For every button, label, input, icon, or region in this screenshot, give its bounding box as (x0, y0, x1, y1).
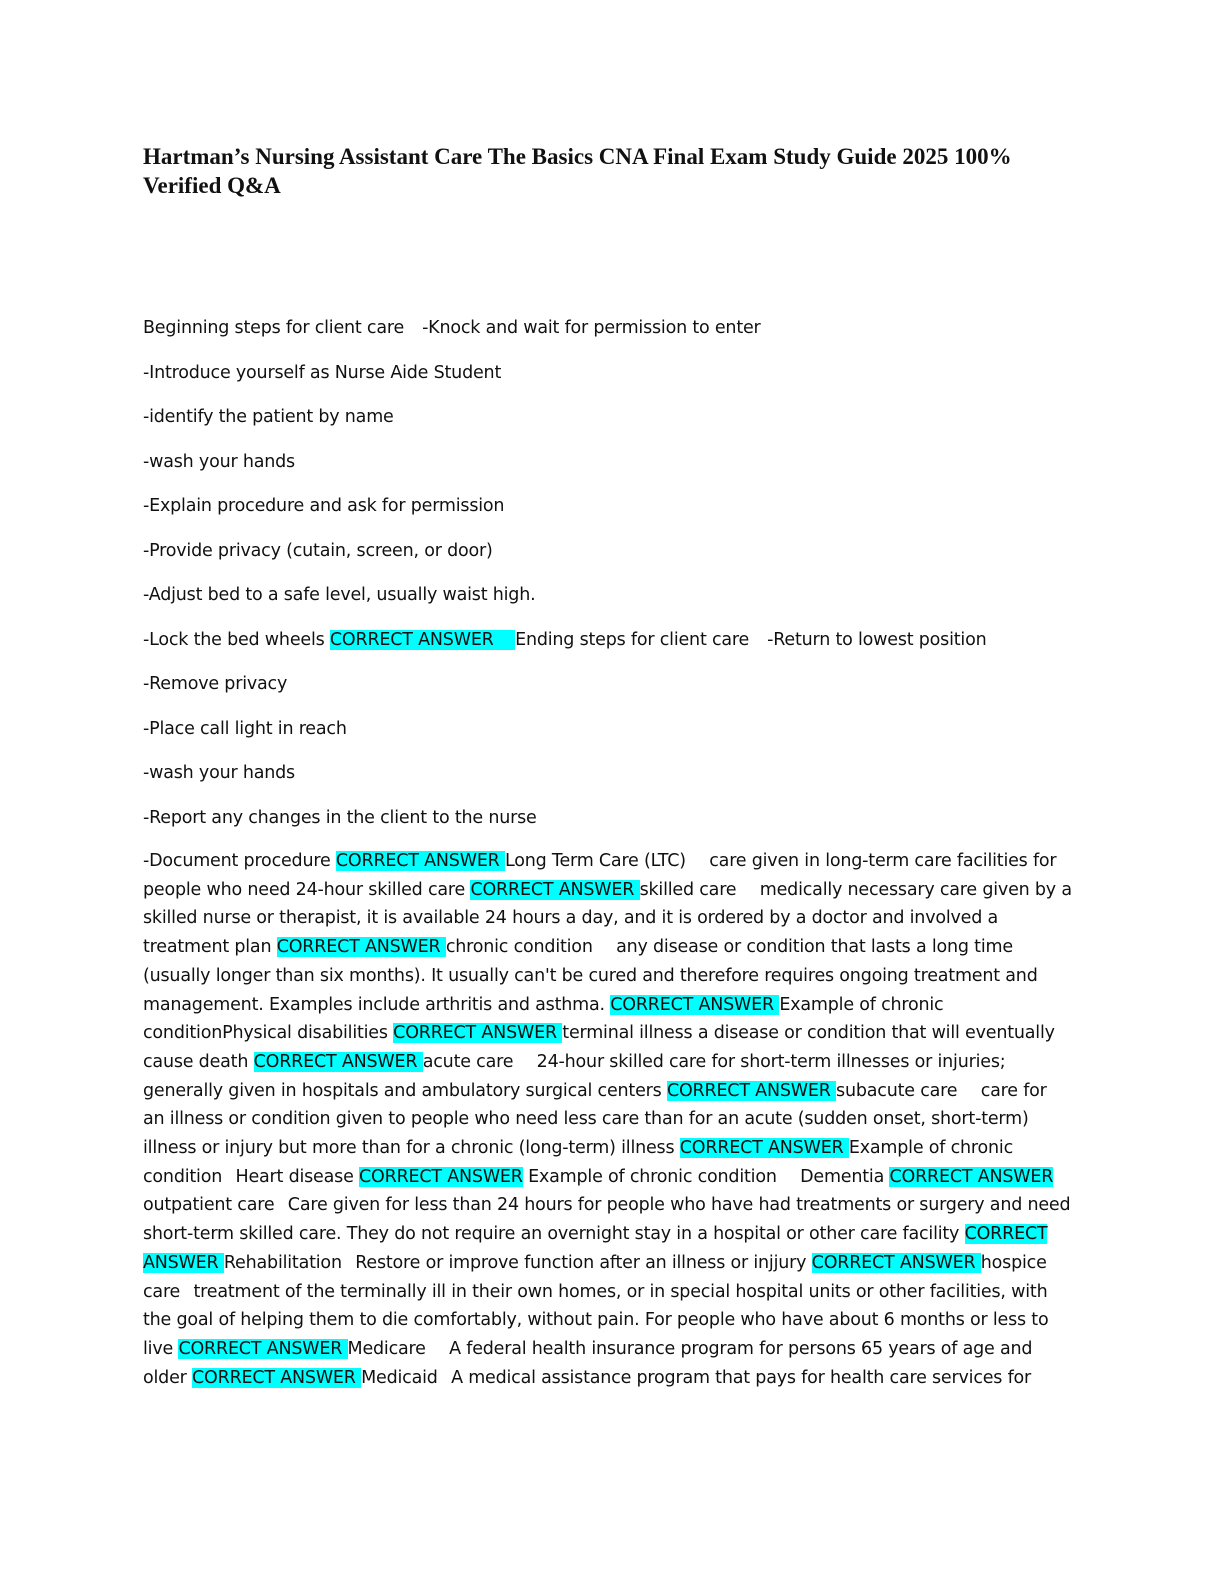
question: chronic condition (445, 937, 593, 958)
correct-answer-marker: CORRECT ANSWER (329, 629, 494, 650)
correct-answer-marker: CORRECT ANSWER (178, 1338, 343, 1359)
answer: Physical disabilities (222, 1023, 388, 1044)
step-line: -wash your hands (143, 763, 295, 783)
question: Example of chronic condition (143, 994, 944, 1044)
step-line: -Provide privacy (cutain, screen, or door) (143, 540, 493, 561)
question: Rehabilitation (223, 1252, 342, 1273)
question: Medicaid (361, 1367, 438, 1388)
question: Beginning steps for client care (143, 318, 405, 338)
correct-answer-marker: CORRECT ANSWER (143, 1224, 1048, 1273)
answer: 24-hour skilled care for short-term illnesses or injuries; generally given in hospitals and ambulatory surgical centers (143, 1051, 1006, 1101)
answer: Heart disease (235, 1166, 354, 1187)
answer: Restore or improve function after an illness or injjury (355, 1252, 807, 1273)
answer: treatment of the terminally ill in their own homes, or in special hospital units or other facilities, with the goal of helping them to die comfortably, without pain. For people who have about 6 months or less to live (143, 1281, 1049, 1359)
question: acute care (422, 1051, 514, 1072)
correct-answer-marker: CORRECT ANSWER (610, 994, 774, 1015)
step-line (143, 625, 1073, 670)
step-line: -identify the patient by name (143, 407, 394, 427)
correct-answer-marker: CORRECT ANSWER (335, 851, 500, 871)
page-title (143, 142, 1103, 200)
answer: Dementia (800, 1166, 885, 1187)
answer: medically necessary care given by a skilled nurse or therapist, it is available 24 hours a day, and it is ordered by a doctor and involved a treatment plan (143, 879, 1072, 958)
correct-answer-marker: CORRECT ANSWER (359, 1166, 523, 1187)
correct-answer-marker: CORRECT ANSWER (811, 1252, 976, 1273)
question: Ending steps for client care (515, 629, 750, 650)
step-line (143, 313, 1073, 358)
question: skilled care (639, 879, 737, 900)
correct-answer-marker: CORRECT ANSWER (889, 1166, 1054, 1187)
steps-section (143, 313, 1073, 847)
title-line-1: Hartman’s Nursing Assistant Care The Basics CNA Final Exam Study Guide 2025 100% (143, 144, 1012, 169)
step-line: -Explain procedure and ask for permission (143, 496, 505, 516)
answer: Care given for less than 24 hours for people who have had treatments or surgery and need short-term skilled care. They do not require an overnight stay in a hospital or other care facility (143, 1195, 1071, 1245)
answer: care for an illness or condition given to people who need less care than for an acute (sudden onset, short-term) illness or injury but more than for a chronic (long-term) illness (143, 1080, 1047, 1159)
step-line: -Introduce yourself as Nurse Aide Student (143, 362, 502, 383)
correct-answer-marker: CORRECT ANSWER (192, 1367, 356, 1388)
question: Example of chronic condition (528, 1166, 777, 1187)
step-line: -Remove privacy (143, 674, 288, 694)
answer: a disease or condition that will eventually cause death (143, 1023, 1055, 1072)
step-line: -Adjust bed to a safe level, usually waist high. (143, 585, 536, 605)
answer: -Lock the bed wheels (143, 629, 325, 650)
question: subacute care (836, 1080, 958, 1101)
step-line: -Report any changes in the client to the nurse (143, 807, 537, 828)
question: Long Term Care (LTC) (505, 851, 686, 871)
answer: any disease or condition that lasts a long time (usually longer than six months). It usually can't be cured and therefore requires ongoing treatment and management. Examples include arthritis and asthma. (143, 937, 1038, 1015)
correct-answer-marker: CORRECT ANSWER (666, 1080, 831, 1101)
correct-answer-marker: CORRECT ANSWER (253, 1051, 418, 1072)
question: hospice care (143, 1252, 1047, 1302)
question: terminal illness (562, 1023, 693, 1044)
step-line: -Place call light in reach (143, 718, 347, 739)
question: Example of chronic condition (143, 1138, 1014, 1187)
qa-paragraph (143, 847, 1073, 1392)
question: Medicare (347, 1338, 426, 1359)
answer: -Document procedure (143, 851, 331, 871)
answer: A federal health insurance program for persons 65 years of age and older (143, 1338, 1033, 1388)
answer: -Knock and wait for permission to enter (422, 318, 761, 338)
question: outpatient care (143, 1195, 275, 1216)
correct-answer-marker: CORRECT ANSWER (276, 937, 441, 958)
title-line-2: Verified Q&A (143, 173, 281, 198)
correct-answer-marker: CORRECT ANSWER (393, 1023, 557, 1044)
answer: A medical assistance program that pays for health care services for (451, 1367, 1032, 1388)
step-line: -wash your hands (143, 451, 295, 472)
answer: -Return to lowest position (767, 629, 987, 650)
correct-answer-marker: CORRECT ANSWER (679, 1138, 844, 1159)
correct-answer-marker: CORRECT ANSWER (470, 879, 635, 900)
answer: care given in long-term care facilities for people who need 24-hour skilled care (143, 851, 1057, 900)
